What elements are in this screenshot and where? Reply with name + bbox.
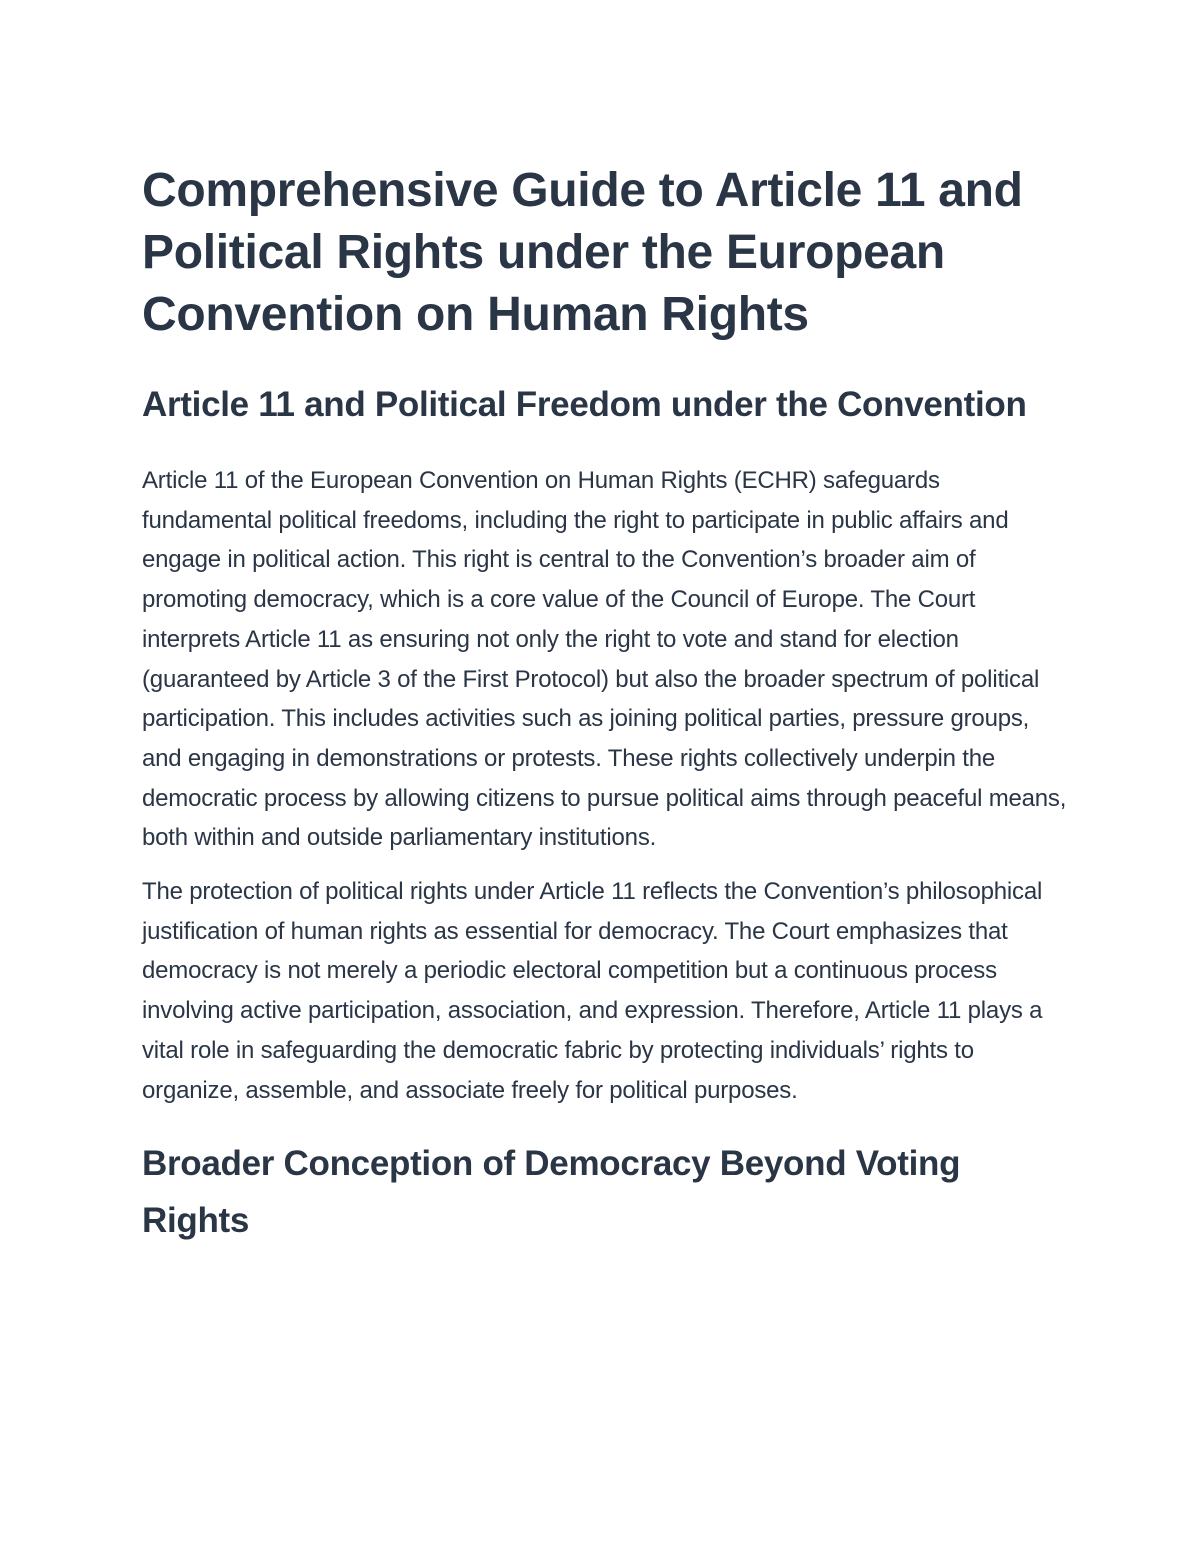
document-page bbox=[142, 160, 1072, 1249]
document-title: Comprehensive Guide to Article 11 and Political Rights under the European Convention on Human Rights bbox=[142, 164, 1023, 341]
section-heading-political-freedom: Article 11 and Political Freedom under the Convention bbox=[142, 385, 1027, 424]
section-paragraph-1: Article 11 of the European Convention on Human Rights (ECHR) safeguards fundamental political freedoms, including the right to participate in public affairs and engage in political action. This right is central to the Convention’s broader aim of promoting democracy, which is a core value of the Council of Europe. The Court interprets Article 11 as ensuring not only the right to vote and stand for election (guaranteed by Article 3 of the First Protocol) but also the broader spectrum of political participation. This includes activities such as joining political parties, pressure groups, and engaging in demonstrations or protests. These rights collectively underpin the democratic process by allowing citizens to pursue political aims through peaceful means, both within and outside parliamentary institutions. bbox=[142, 467, 1067, 852]
section-paragraph-2: The protection of political rights under Article 11 reflects the Convention’s philosophical justification of human rights as essential for democracy. The Court emphasizes that democracy is not merely a periodic electoral competition but a continuous process involving active participation, association, and expression. Therefore, Article 11 plays a vital role in safeguarding the democratic fabric by protecting individuals’ rights to organize, assemble, and associate freely for political purposes. bbox=[142, 878, 1043, 1104]
section-heading-broader-democracy: Broader Conception of Democracy Beyond Voting Rights bbox=[142, 1144, 961, 1241]
